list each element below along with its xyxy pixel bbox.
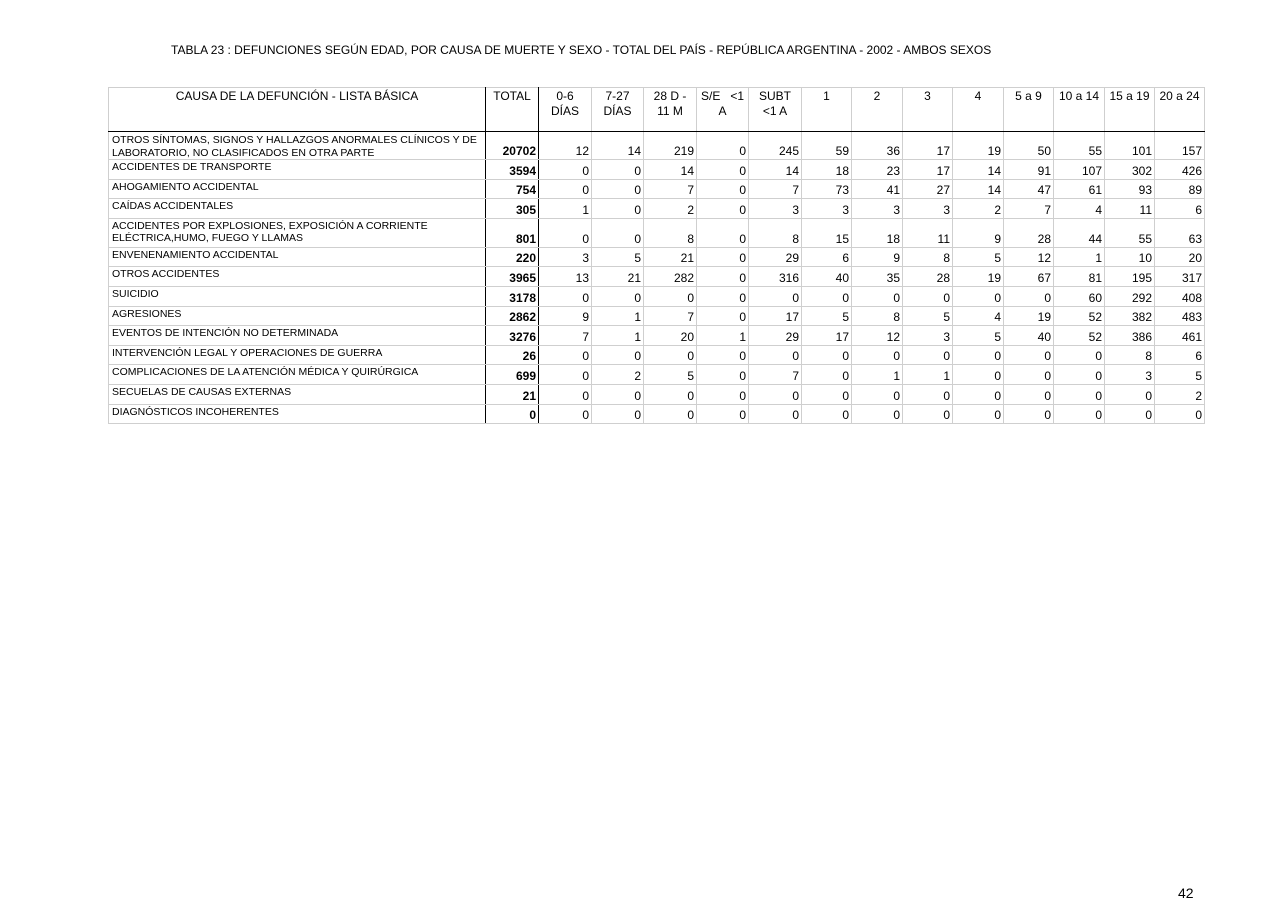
value-cell: 11 (903, 218, 953, 247)
value-cell: 5 (953, 247, 1004, 267)
value-cell: 157 (1155, 132, 1205, 160)
table-row (109, 345, 1205, 365)
value-cell: 0 (592, 199, 644, 219)
value-cell: 0 (953, 286, 1004, 306)
value-cell: 0 (903, 384, 953, 404)
value-cell: 19 (1004, 306, 1054, 326)
column-header-age-line1: 3 (924, 89, 931, 103)
value-cell: 19 (953, 132, 1004, 160)
value-cell: 0 (697, 286, 749, 306)
column-header-age-line1: 0-6 (556, 89, 574, 103)
value-cell: 3 (852, 199, 903, 219)
total-cell: 20702 (486, 132, 539, 160)
value-cell: 0 (539, 404, 592, 423)
value-cell: 0 (539, 160, 592, 180)
value-cell: 17 (802, 326, 852, 346)
value-cell: 0 (1004, 286, 1054, 306)
value-cell: 0 (1004, 345, 1054, 365)
value-cell: 0 (539, 345, 592, 365)
value-cell: 0 (1004, 384, 1054, 404)
value-cell: 2 (644, 199, 697, 219)
value-cell: 50 (1004, 132, 1054, 160)
column-header-age (903, 88, 953, 132)
value-cell: 0 (592, 160, 644, 180)
value-cell: 0 (697, 132, 749, 160)
value-cell: 0 (903, 404, 953, 423)
value-cell: 0 (697, 345, 749, 365)
value-cell: 55 (1105, 218, 1155, 247)
value-cell: 29 (749, 326, 802, 346)
value-cell: 93 (1105, 179, 1155, 199)
value-cell: 382 (1105, 306, 1155, 326)
value-cell: 0 (697, 404, 749, 423)
column-header-age (802, 88, 852, 132)
value-cell: 17 (903, 132, 953, 160)
value-cell: 282 (644, 267, 697, 287)
value-cell: 0 (903, 345, 953, 365)
value-cell: 0 (1054, 384, 1105, 404)
table-row (109, 160, 1205, 180)
column-header-age-line1: 28 D - (653, 89, 687, 103)
table-row (109, 326, 1205, 346)
value-cell: 8 (903, 247, 953, 267)
cause-cell: ACCIDENTES DE TRANSPORTE (109, 160, 486, 180)
value-cell: 316 (749, 267, 802, 287)
value-cell: 21 (592, 267, 644, 287)
table-row (109, 132, 1205, 160)
value-cell: 13 (539, 267, 592, 287)
value-cell: 6 (1155, 199, 1205, 219)
value-cell: 0 (539, 384, 592, 404)
value-cell: 0 (749, 384, 802, 404)
value-cell: 47 (1004, 179, 1054, 199)
column-header-age (749, 88, 802, 132)
table-row (109, 384, 1205, 404)
value-cell: 0 (539, 365, 592, 385)
value-cell: 0 (1105, 384, 1155, 404)
value-cell: 5 (802, 306, 852, 326)
value-cell: 89 (1155, 179, 1205, 199)
cause-cell: CAÍDAS ACCIDENTALES (109, 199, 486, 219)
value-cell: 0 (802, 286, 852, 306)
value-cell: 28 (903, 267, 953, 287)
value-cell: 0 (1105, 404, 1155, 423)
value-cell: 0 (592, 286, 644, 306)
value-cell: 0 (697, 218, 749, 247)
value-cell: 0 (749, 286, 802, 306)
value-cell: 60 (1054, 286, 1105, 306)
column-header-age (953, 88, 1004, 132)
value-cell: 0 (852, 345, 903, 365)
table-row (109, 199, 1205, 219)
value-cell: 0 (953, 384, 1004, 404)
value-cell: 21 (644, 247, 697, 267)
column-header-age-line1: 7-27 (605, 89, 630, 103)
value-cell: 36 (852, 132, 903, 160)
value-cell: 0 (539, 218, 592, 247)
total-cell: 3965 (486, 267, 539, 287)
column-header-age-line2: DÍAS (603, 104, 632, 118)
value-cell: 219 (644, 132, 697, 160)
value-cell: 7 (644, 179, 697, 199)
value-cell: 0 (644, 404, 697, 423)
value-cell: 59 (802, 132, 852, 160)
value-cell: 0 (592, 384, 644, 404)
value-cell: 4 (953, 306, 1004, 326)
value-cell: 3 (903, 326, 953, 346)
table-row (109, 404, 1205, 423)
value-cell: 19 (953, 267, 1004, 287)
value-cell: 27 (903, 179, 953, 199)
value-cell: 3 (539, 247, 592, 267)
total-cell: 699 (486, 365, 539, 385)
total-cell: 3178 (486, 286, 539, 306)
column-header-age (1155, 88, 1205, 132)
value-cell: 10 (1105, 247, 1155, 267)
value-cell: 0 (697, 179, 749, 199)
value-cell: 386 (1105, 326, 1155, 346)
column-header-age-line1: S/E <1 (700, 89, 745, 103)
value-cell: 8 (852, 306, 903, 326)
value-cell: 302 (1105, 160, 1155, 180)
value-cell: 3 (903, 199, 953, 219)
column-header-age-line2: 11 M (657, 104, 683, 118)
value-cell: 1 (1054, 247, 1105, 267)
value-cell: 3 (749, 199, 802, 219)
value-cell: 0 (697, 365, 749, 385)
value-cell: 52 (1054, 326, 1105, 346)
table-row (109, 247, 1205, 267)
table-body (109, 132, 1205, 424)
column-header-age (1054, 88, 1105, 132)
value-cell: 1 (697, 326, 749, 346)
table-row (109, 267, 1205, 287)
value-cell: 408 (1155, 286, 1205, 306)
value-cell: 0 (852, 384, 903, 404)
value-cell: 0 (852, 404, 903, 423)
value-cell: 20 (1155, 247, 1205, 267)
table-header-row (109, 88, 1205, 132)
value-cell: 0 (749, 404, 802, 423)
value-cell: 3 (802, 199, 852, 219)
value-cell: 0 (1004, 365, 1054, 385)
value-cell: 0 (1054, 365, 1105, 385)
value-cell: 0 (852, 286, 903, 306)
column-header-age-line1: 20 a 24 (1159, 89, 1200, 103)
value-cell: 12 (1004, 247, 1054, 267)
value-cell: 12 (539, 132, 592, 160)
value-cell: 317 (1155, 267, 1205, 287)
column-header-age (852, 88, 903, 132)
value-cell: 0 (592, 404, 644, 423)
cause-cell: OTROS SÍNTOMAS, SIGNOS Y HALLAZGOS ANORMALES CLÍNICOS Y DE LABORATORIO, NO CLASIFICADOS EN OTRA PARTE (109, 132, 486, 160)
value-cell: 0 (953, 345, 1004, 365)
value-cell: 0 (644, 345, 697, 365)
column-header-age-line1: SUBT (758, 89, 791, 103)
value-cell: 6 (1155, 345, 1205, 365)
cause-cell: ENVENENAMIENTO ACCIDENTAL (109, 247, 486, 267)
value-cell: 5 (953, 326, 1004, 346)
column-header-total: TOTAL (486, 88, 539, 132)
value-cell: 0 (644, 286, 697, 306)
column-header-age (1004, 88, 1054, 132)
value-cell: 0 (802, 384, 852, 404)
value-cell: 195 (1105, 267, 1155, 287)
value-cell: 61 (1054, 179, 1105, 199)
total-cell: 754 (486, 179, 539, 199)
value-cell: 9 (539, 306, 592, 326)
value-cell: 7 (749, 179, 802, 199)
column-header-age-line2: DÍAS (550, 104, 579, 118)
total-cell: 220 (486, 247, 539, 267)
value-cell: 0 (802, 404, 852, 423)
value-cell: 0 (802, 345, 852, 365)
value-cell: 0 (1054, 404, 1105, 423)
cause-cell: EVENTOS DE INTENCIÓN NO DETERMINADA (109, 326, 486, 346)
cause-cell: SUICIDIO (109, 286, 486, 306)
column-header-age-line2: A (718, 104, 727, 118)
value-cell: 2 (1155, 384, 1205, 404)
value-cell: 0 (1054, 345, 1105, 365)
value-cell: 14 (953, 179, 1004, 199)
value-cell: 0 (953, 365, 1004, 385)
value-cell: 0 (697, 160, 749, 180)
column-header-age (592, 88, 644, 132)
value-cell: 0 (592, 218, 644, 247)
cause-cell: ACCIDENTES POR EXPLOSIONES, EXPOSICIÓN A CORRIENTE ELÉCTRICA,HUMO, FUEGO Y LLAMAS (109, 218, 486, 247)
total-cell: 0 (486, 404, 539, 423)
value-cell: 44 (1054, 218, 1105, 247)
value-cell: 0 (697, 306, 749, 326)
value-cell: 73 (802, 179, 852, 199)
table-row (109, 179, 1205, 199)
value-cell: 5 (903, 306, 953, 326)
value-cell: 55 (1054, 132, 1105, 160)
value-cell: 461 (1155, 326, 1205, 346)
value-cell: 9 (852, 247, 903, 267)
column-header-age (697, 88, 749, 132)
value-cell: 107 (1054, 160, 1105, 180)
column-header-age-line1: 1 (823, 89, 830, 103)
value-cell: 1 (539, 199, 592, 219)
value-cell: 1 (592, 306, 644, 326)
value-cell: 0 (1155, 404, 1205, 423)
value-cell: 4 (1054, 199, 1105, 219)
value-cell: 0 (953, 404, 1004, 423)
cause-cell: DIAGNÓSTICOS INCOHERENTES (109, 404, 486, 423)
total-cell: 2862 (486, 306, 539, 326)
value-cell: 0 (539, 286, 592, 306)
value-cell: 1 (903, 365, 953, 385)
value-cell: 23 (852, 160, 903, 180)
column-header-age-line2: <1 A (762, 104, 788, 118)
value-cell: 2 (953, 199, 1004, 219)
cause-cell: COMPLICACIONES DE LA ATENCIÓN MÉDICA Y QUIRÚRGICA (109, 365, 486, 385)
value-cell: 0 (697, 247, 749, 267)
value-cell: 7 (644, 306, 697, 326)
value-cell: 1 (852, 365, 903, 385)
value-cell: 0 (697, 267, 749, 287)
value-cell: 14 (644, 160, 697, 180)
value-cell: 0 (802, 365, 852, 385)
column-header-cause: CAUSA DE LA DEFUNCIÓN - LISTA BÁSICA (109, 88, 486, 132)
value-cell: 40 (802, 267, 852, 287)
value-cell: 63 (1155, 218, 1205, 247)
value-cell: 426 (1155, 160, 1205, 180)
value-cell: 5 (644, 365, 697, 385)
value-cell: 0 (697, 199, 749, 219)
value-cell: 101 (1105, 132, 1155, 160)
value-cell: 7 (749, 365, 802, 385)
cause-cell: OTROS ACCIDENTES (109, 267, 486, 287)
value-cell: 0 (592, 345, 644, 365)
value-cell: 2 (592, 365, 644, 385)
cause-cell: INTERVENCIÓN LEGAL Y OPERACIONES DE GUERRA (109, 345, 486, 365)
column-header-age (539, 88, 592, 132)
column-header-age-line1: 2 (873, 89, 881, 103)
value-cell: 35 (852, 267, 903, 287)
column-header-age-line1: 10 a 14 (1058, 89, 1100, 103)
value-cell: 52 (1054, 306, 1105, 326)
value-cell: 11 (1105, 199, 1155, 219)
total-cell: 21 (486, 384, 539, 404)
value-cell: 483 (1155, 306, 1205, 326)
value-cell: 0 (1004, 404, 1054, 423)
value-cell: 91 (1004, 160, 1054, 180)
value-cell: 5 (1155, 365, 1205, 385)
cause-cell: AHOGAMIENTO ACCIDENTAL (109, 179, 486, 199)
value-cell: 18 (802, 160, 852, 180)
value-cell: 0 (592, 179, 644, 199)
value-cell: 81 (1054, 267, 1105, 287)
value-cell: 0 (903, 286, 953, 306)
value-cell: 8 (644, 218, 697, 247)
mortality-table (108, 87, 1205, 424)
column-header-age-line1: 5 a 9 (1015, 89, 1042, 103)
document-title: TABLA 23 : DEFUNCIONES SEGÚN EDAD, POR CAUSA DE MUERTE Y SEXO - TOTAL DEL PAÍS - REPÚBLICA ARGENTINA - 2002 - AMBOS SEXOS (171, 43, 992, 57)
column-header-age (1105, 88, 1155, 132)
total-cell: 3594 (486, 160, 539, 180)
value-cell: 29 (749, 247, 802, 267)
value-cell: 0 (644, 384, 697, 404)
value-cell: 292 (1105, 286, 1155, 306)
total-cell: 801 (486, 218, 539, 247)
value-cell: 245 (749, 132, 802, 160)
value-cell: 17 (903, 160, 953, 180)
column-header-age-line1: 15 a 19 (1109, 89, 1150, 103)
table-row (109, 286, 1205, 306)
value-cell: 7 (1004, 199, 1054, 219)
value-cell: 40 (1004, 326, 1054, 346)
page-number: 42 (1178, 885, 1194, 901)
value-cell: 5 (592, 247, 644, 267)
total-cell: 305 (486, 199, 539, 219)
value-cell: 14 (953, 160, 1004, 180)
value-cell: 67 (1004, 267, 1054, 287)
value-cell: 17 (749, 306, 802, 326)
table-row (109, 218, 1205, 247)
value-cell: 14 (749, 160, 802, 180)
value-cell: 20 (644, 326, 697, 346)
value-cell: 14 (592, 132, 644, 160)
value-cell: 18 (852, 218, 903, 247)
value-cell: 8 (1105, 345, 1155, 365)
value-cell: 7 (539, 326, 592, 346)
value-cell: 8 (749, 218, 802, 247)
value-cell: 0 (749, 345, 802, 365)
cause-cell: SECUELAS DE CAUSAS EXTERNAS (109, 384, 486, 404)
column-header-age (644, 88, 697, 132)
value-cell: 1 (592, 326, 644, 346)
total-cell: 26 (486, 345, 539, 365)
value-cell: 3 (1105, 365, 1155, 385)
table-row (109, 365, 1205, 385)
value-cell: 0 (697, 384, 749, 404)
total-cell: 3276 (486, 326, 539, 346)
value-cell: 0 (539, 179, 592, 199)
value-cell: 41 (852, 179, 903, 199)
column-header-age-line1: 4 (974, 89, 982, 103)
value-cell: 12 (852, 326, 903, 346)
value-cell: 9 (953, 218, 1004, 247)
value-cell: 6 (802, 247, 852, 267)
value-cell: 15 (802, 218, 852, 247)
value-cell: 28 (1004, 218, 1054, 247)
table-row (109, 306, 1205, 326)
cause-cell: AGRESIONES (109, 306, 486, 326)
